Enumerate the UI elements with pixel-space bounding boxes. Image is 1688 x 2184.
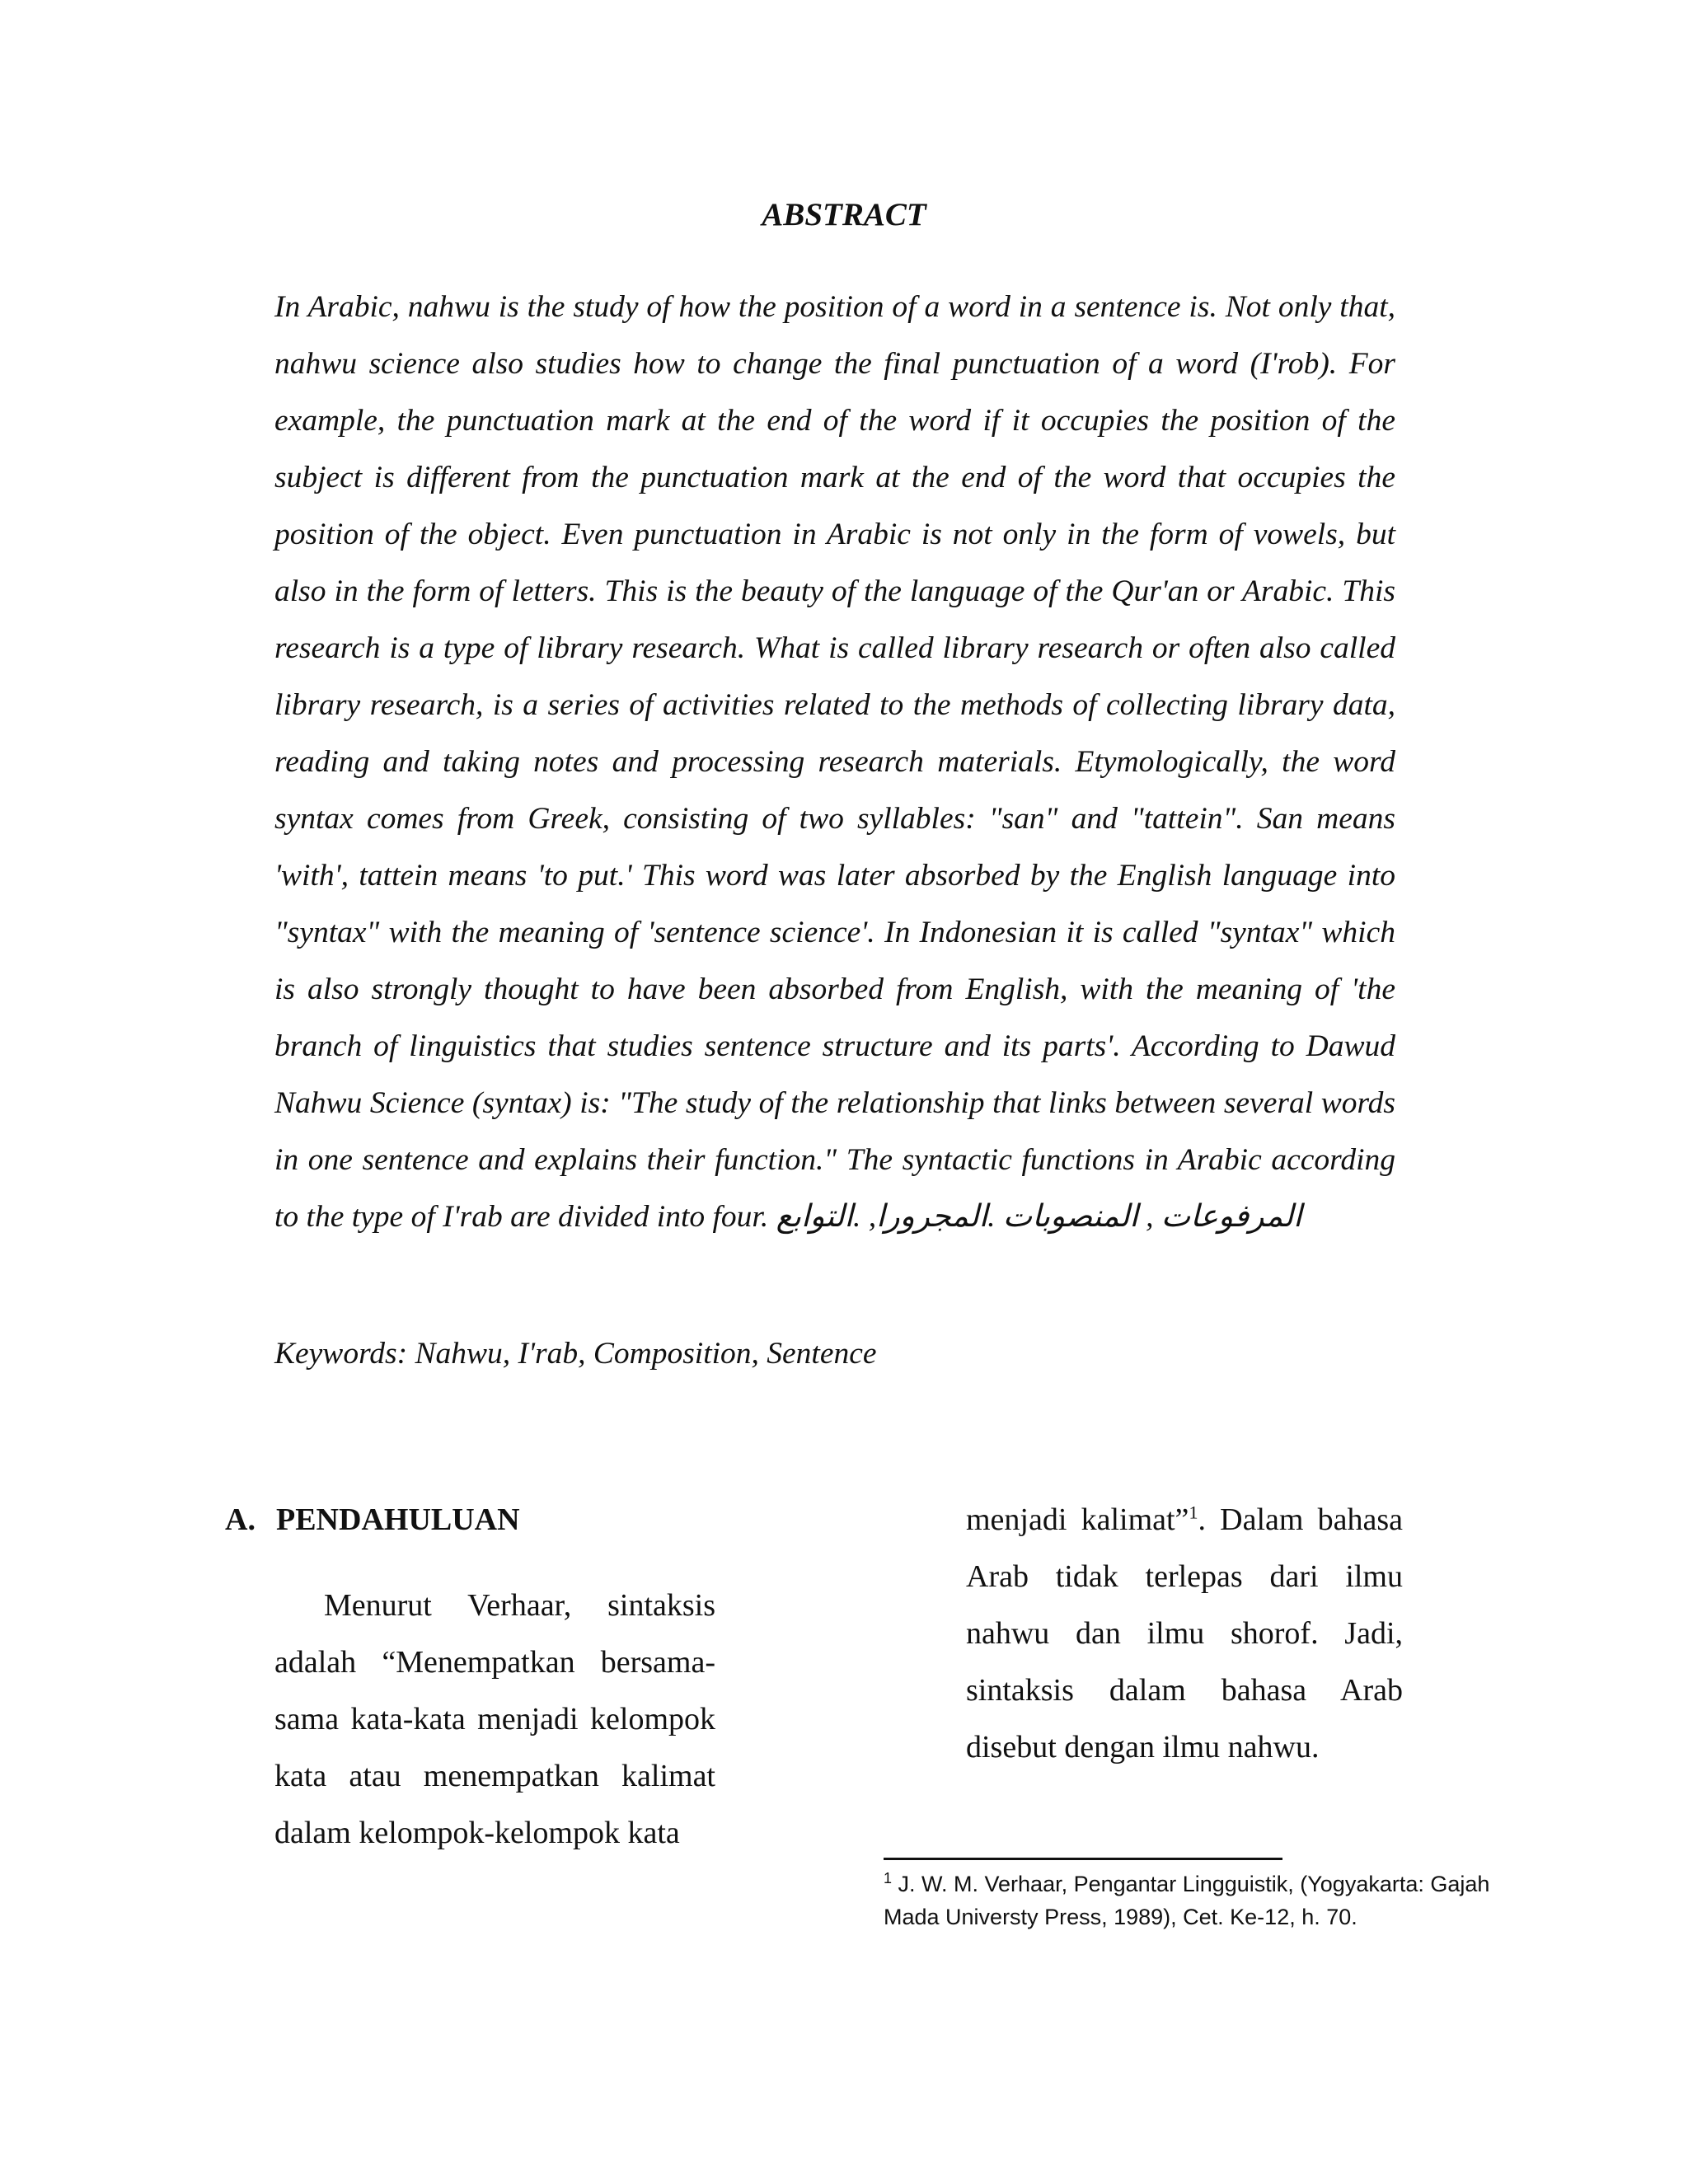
right-column-lead: menjadi kalimat”	[966, 1502, 1189, 1537]
keywords: Keywords: Nahwu, I'rab, Composition, Sentence	[274, 1337, 877, 1371]
section-number: A.	[225, 1502, 256, 1537]
footnote	[884, 1868, 1493, 1933]
footnote-text: J. W. M. Verhaar, Pengantar Lingguistik, (Yogyakarta: Gajah Mada Universty Press, 1989), Cet. Ke-12, h. 70.	[884, 1872, 1490, 1929]
right-column-paragraph	[966, 1492, 1403, 1776]
abstract-title: ABSTRACT	[762, 197, 926, 232]
section-title: PENDAHULUAN	[276, 1502, 520, 1537]
right-column-text: . Dalam bahasa Arab tidak terlepas dari ilmu nahwu dan ilmu shorof. Jadi, sintaksis dalam bahasa Arab disebut dengan ilmu nahwu.	[966, 1502, 1403, 1765]
left-column-paragraph: Menurut Verhaar, sintaksis adalah “Menempatkan bersama-sama kata-kata menjadi kelompok kata atau menempatkan kalimat dalam kelompok-kelompok kata	[274, 1588, 715, 1850]
abstract-body	[274, 279, 1395, 1245]
footnote-separator	[884, 1858, 1282, 1860]
abstract-text: In Arabic, nahwu is the study of how the position of a word in a sentence is. Not only that, nahwu science also studies how to change the final punctuation of a word (I'rob). For example, the punctuation mark at the end of the word if it occupies the position of the subject is different from the punctuation mark at the end of the word that occupies the position of the object. Even punctuation in Arabic is not only in the form of vowels, but also in the form of letters. This is the beauty of the language of the Qur'an or Arabic. This research is a type of library research. What is called library research or often also called library research, is a series of activities related to the methods of collecting library data, reading and taking notes and processing research materials. Etymologically, the word syntax comes from Greek, consisting of two syllables: "san" and "tattein". San means 'with', tattein means 'to put.' This word was later absorbed by the English language into "syntax" with the meaning of 'sentence science'. In Indonesian it is called "syntax" which is also strongly thought to have been absorbed from English, with the meaning of 'the branch of linguistics that studies sentence structure and its parts'. According to Dawud Nahwu Science (syntax) is: "The study of the relationship that links between several words in one sentence and explains their function." The syntactic functions in Arabic according to the type of I'rab are divided into four.	[274, 290, 1395, 1234]
footnote-reference[interactable]: 1	[1189, 1502, 1198, 1523]
arabic-terms: المرفوعات , المنصوبات .المجرورا, .التوابع	[776, 1200, 1302, 1234]
footnote-number: 1	[884, 1870, 893, 1886]
section-heading	[225, 1492, 520, 1549]
